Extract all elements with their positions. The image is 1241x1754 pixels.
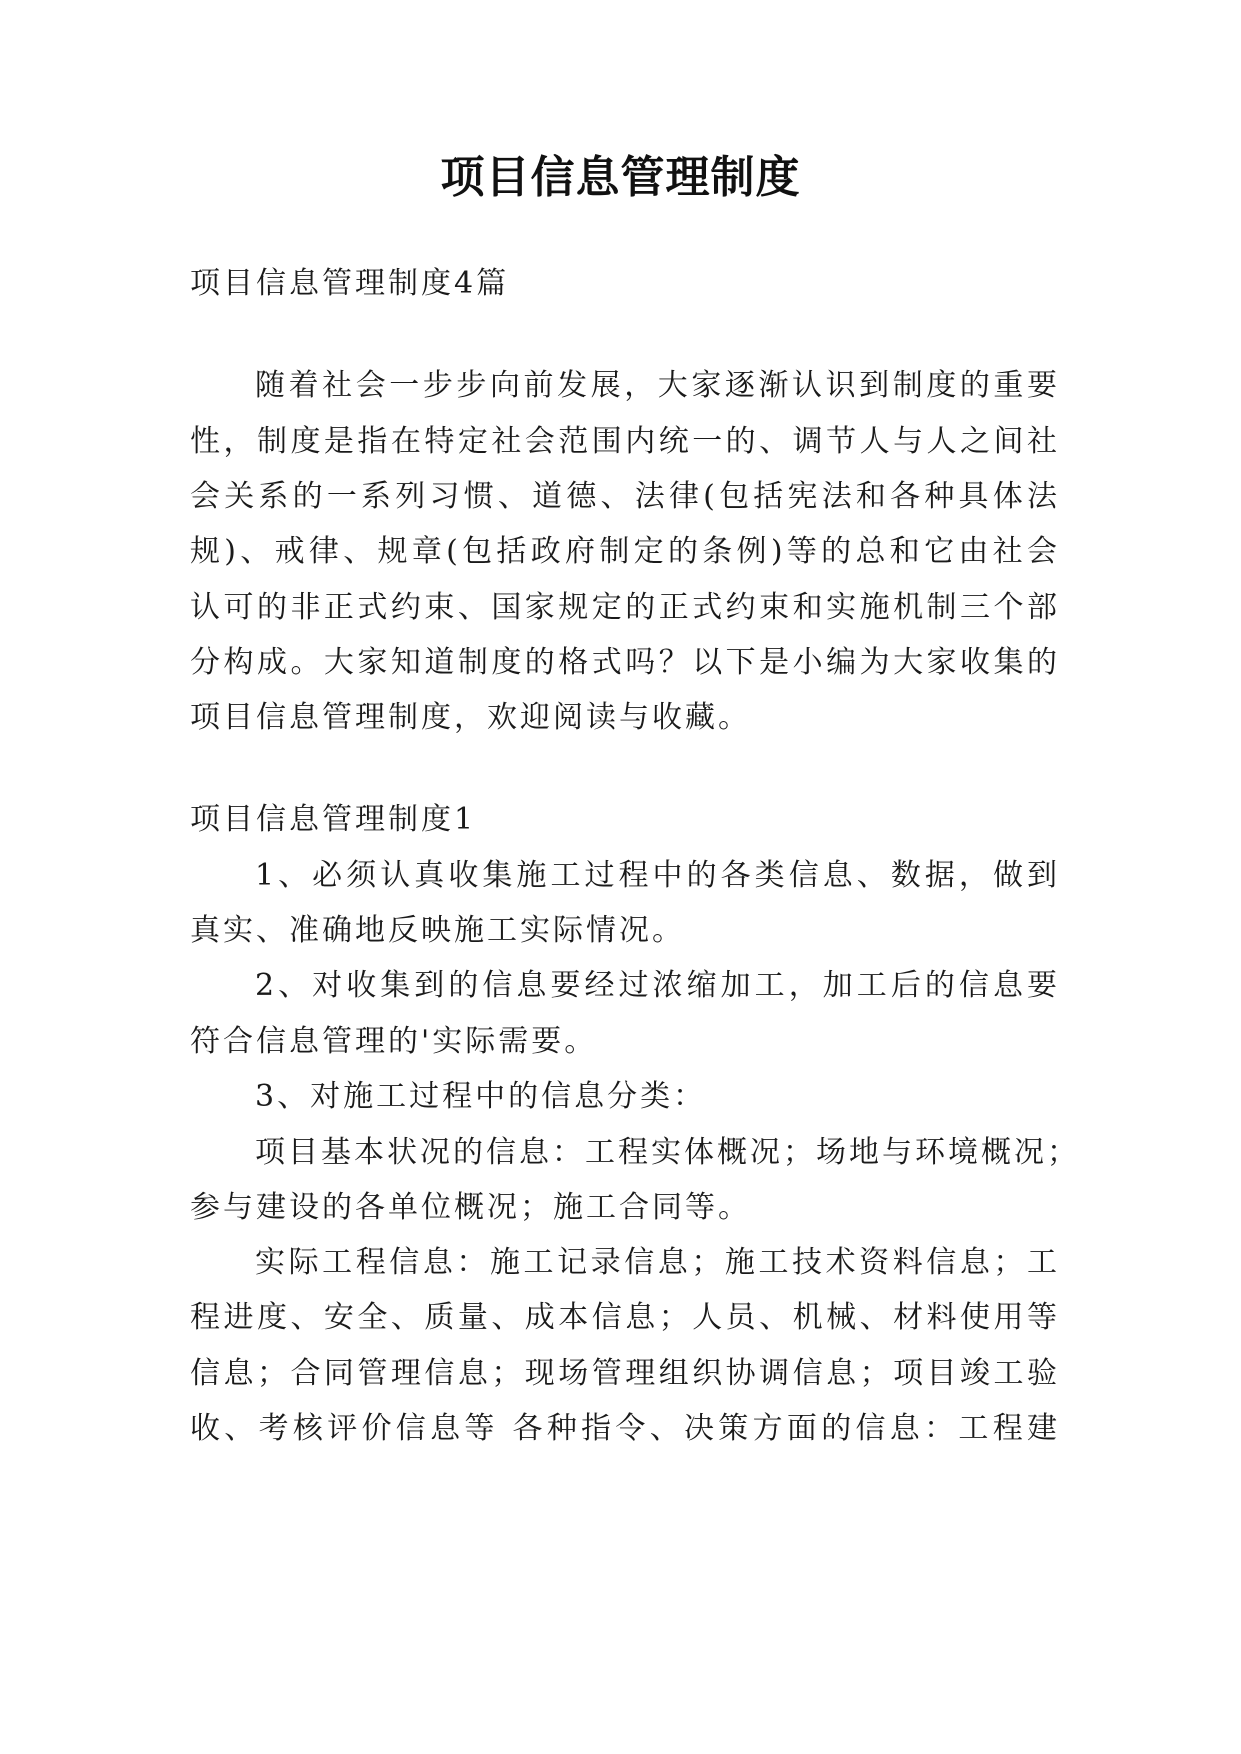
section-line: 收、考核评价信息等 各种指令、决策方面的信息：工程建 [190, 1411, 1060, 1446]
intro-line: 项目信息管理制度，欢迎阅读与收藏。 [190, 700, 751, 735]
intro-line: 性，制度是指在特定社会范围内统一的、调节人与人之间社 [190, 424, 1060, 459]
intro-line: 规)、戒律、规章(包括政府制定的条例)等的总和它由社会 [190, 534, 1060, 569]
section-line: 3、对施工过程中的信息分类： [255, 1079, 707, 1114]
section-line: 符合信息管理的'实际需要。 [190, 1024, 598, 1059]
document-title: 项目信息管理制度 [440, 152, 801, 203]
section-line: 信息；合同管理信息；现场管理组织协调信息；项目竣工验 [190, 1356, 1060, 1391]
intro-line: 认可的非正式约束、国家规定的正式约束和实施机制三个部 [190, 590, 1060, 625]
section-line: 参与建设的各单位概况；施工合同等。 [190, 1190, 751, 1225]
intro-line: 随着社会一步步向前发展，大家逐渐认识到制度的重要 [255, 368, 1060, 403]
section-heading: 项目信息管理制度1 [190, 802, 477, 837]
intro-line: 会关系的一系列习惯、道德、法律(包括宪法和各种具体法 [190, 479, 1060, 514]
section-line: 真实、准确地反映施工实际情况。 [190, 913, 685, 948]
section-line: 2、对收集到的信息要经过浓缩加工，加工后的信息要 [255, 968, 1060, 1003]
section-line: 项目基本状况的信息：工程实体概况；场地与环境概况； [255, 1135, 1080, 1170]
section-line: 实际工程信息：施工记录信息；施工技术资料信息；工 [255, 1245, 1060, 1280]
document-subtitle: 项目信息管理制度4篇 [190, 266, 510, 301]
section-line: 程进度、安全、质量、成本信息；人员、机械、材料使用等 [190, 1300, 1060, 1335]
intro-line: 分构成。大家知道制度的格式吗？以下是小编为大家收集的 [190, 645, 1060, 680]
section-line: 1、必须认真收集施工过程中的各类信息、数据，做到 [255, 858, 1060, 893]
